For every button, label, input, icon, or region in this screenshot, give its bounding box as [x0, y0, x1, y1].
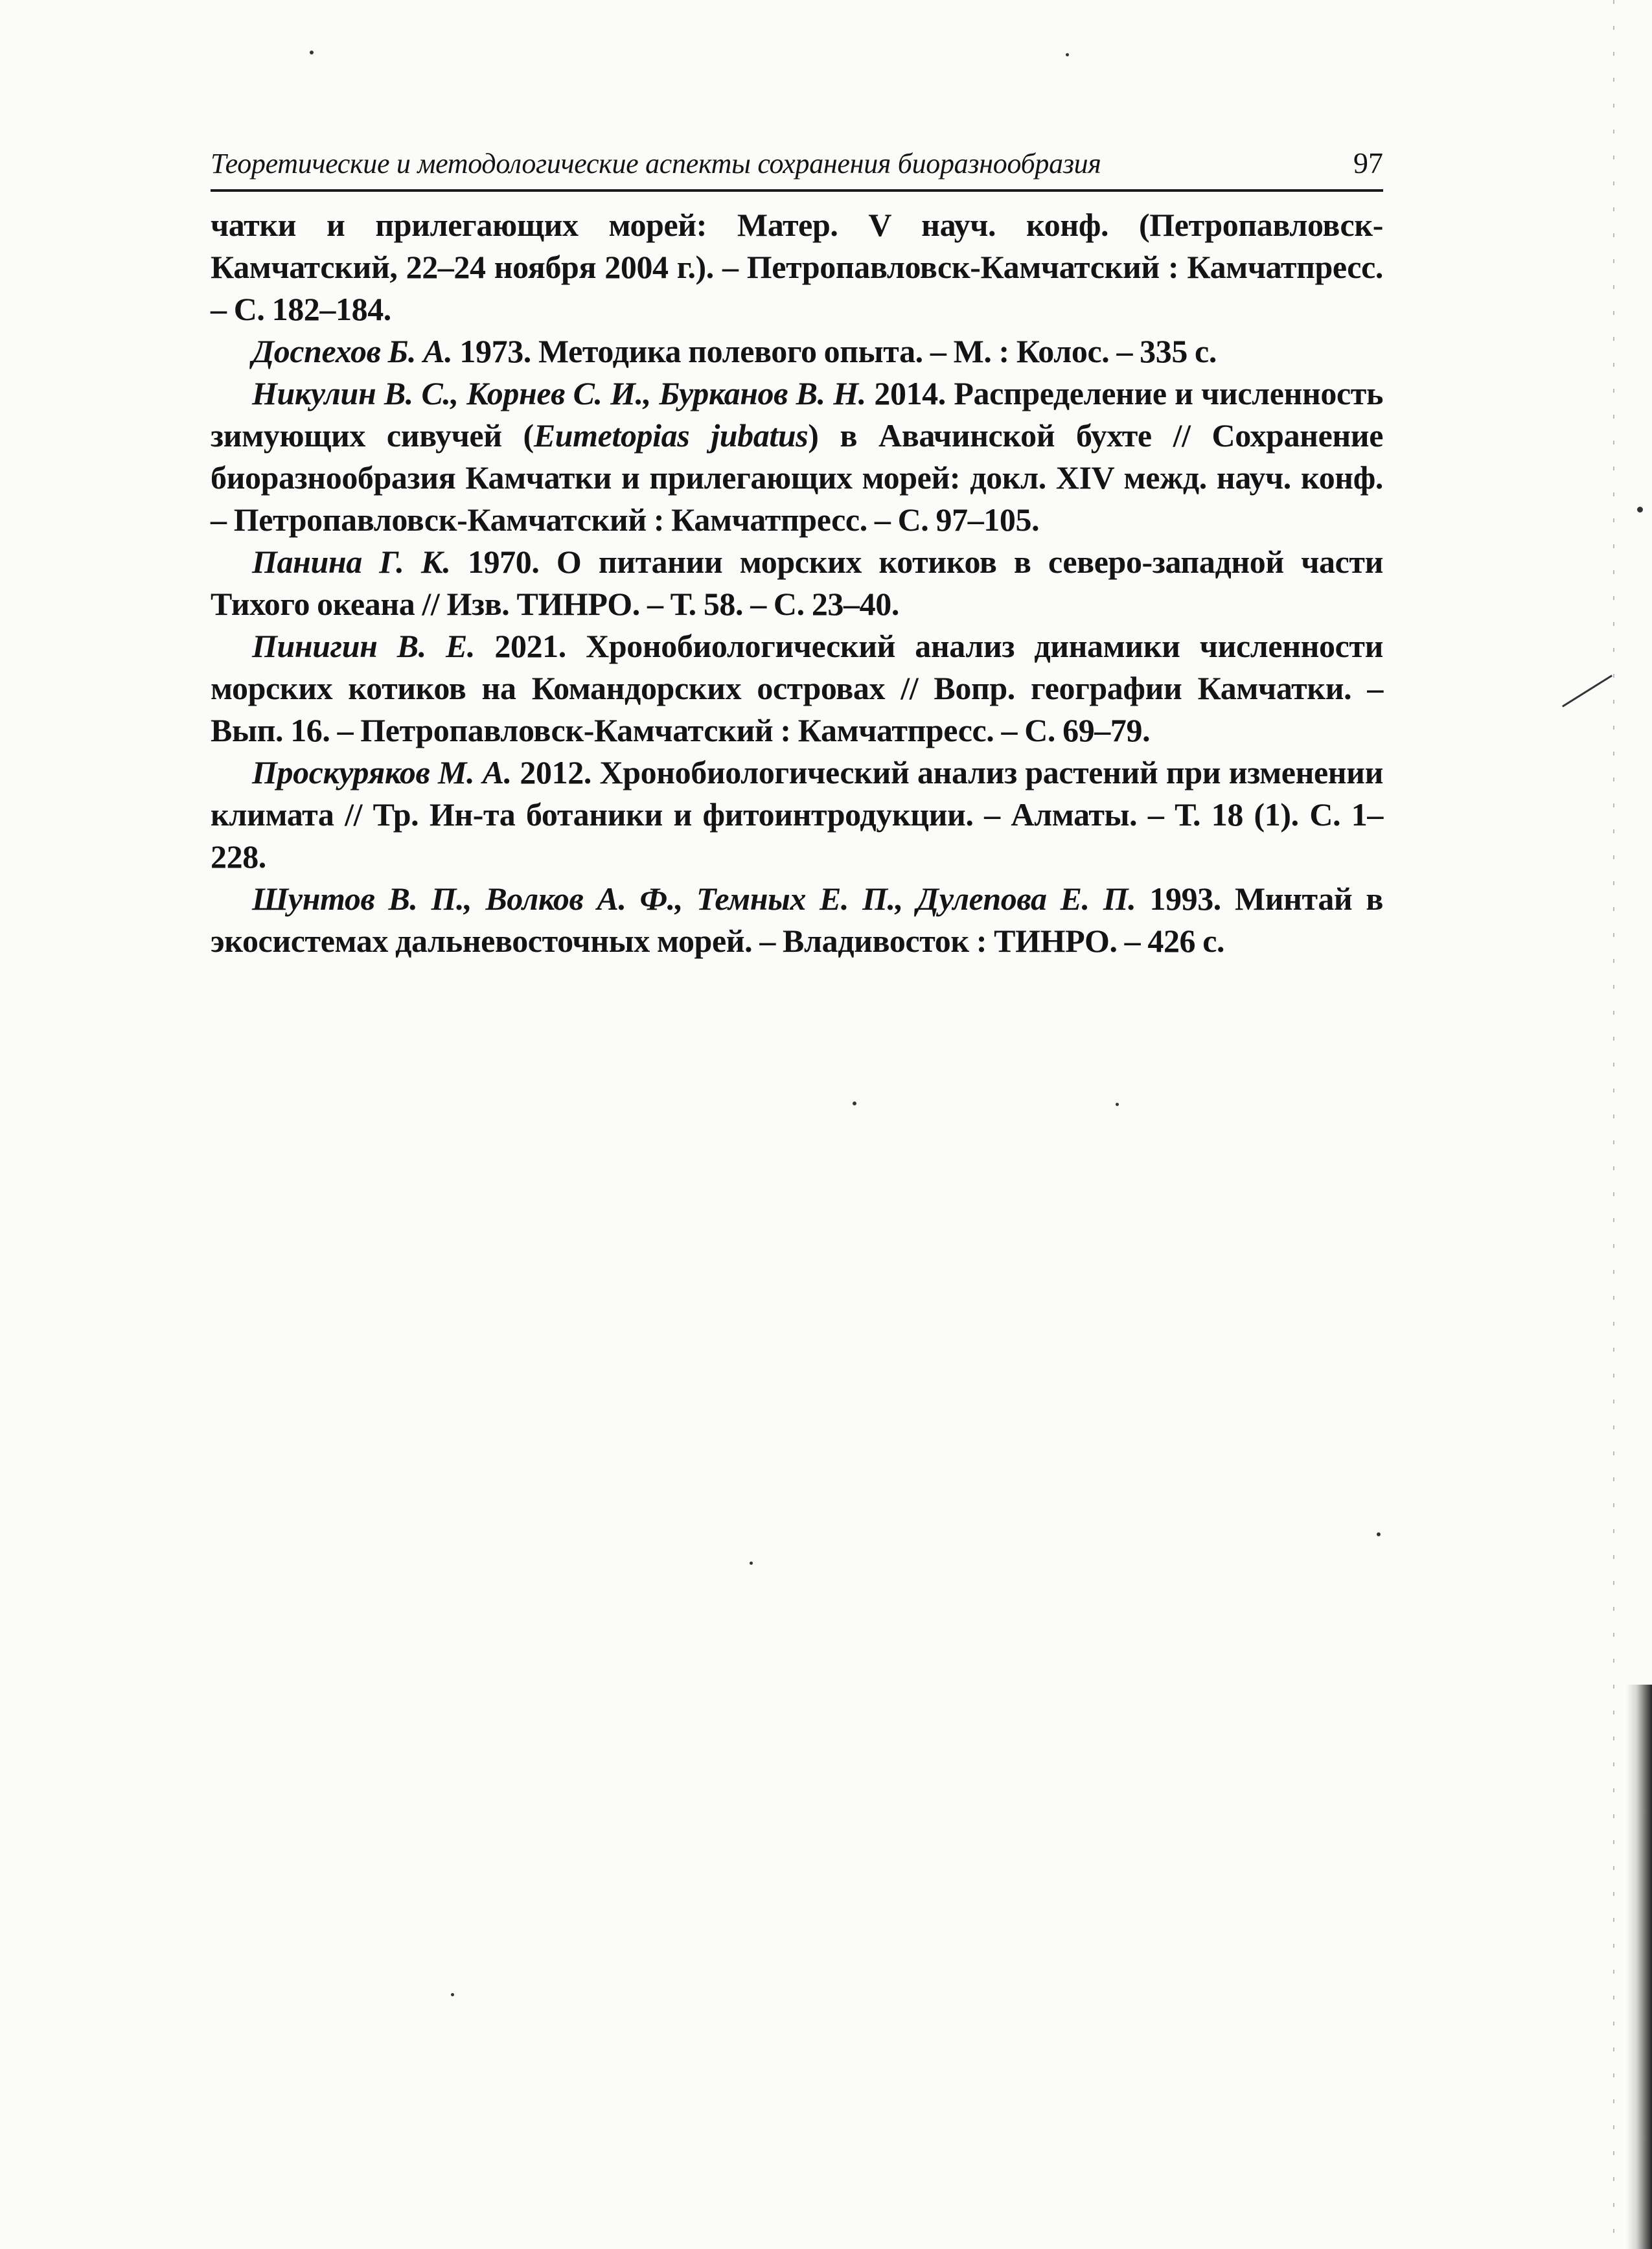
scan-speck: [853, 1101, 856, 1105]
reference-text: ) в Авачинской бухте // Сохранение биоразнообразия Камчатки и прилегающих морей: докл. XIV межд. науч. конф. – Петропавловск-Камчатский : Камчатпресс. – С. 97–105.: [211, 417, 1383, 538]
reference-authors: Пинигин В. Е.: [252, 628, 476, 664]
reference-entry: [211, 752, 1383, 878]
reference-authors: Никулин В. С., Корнев С. И., Бурканов В. Н.: [252, 375, 866, 411]
scan-stroke: [1562, 675, 1612, 707]
scan-speck: [750, 1562, 753, 1565]
reference-entry: [211, 541, 1383, 625]
reference-text: 2012. Хронобиологический анализ растений при изменении климата // Тр. Ин-та ботаники и фитоинтродукции. – Алматы. – Т. 18 (1). С. 1–228.: [211, 754, 1384, 875]
reference-text: чатки и прилегающих морей: Матер. V науч. конф. (Петропавловск-Камчатский, 22–24 ноября 2004 г.). – Петропавловск-Камчатский : Камчатпресс. – С. 182–184.: [211, 207, 1383, 327]
scan-speck: [1377, 1532, 1381, 1536]
reference-entry: [211, 373, 1383, 541]
scan-speck: [1637, 507, 1643, 513]
reference-entry: [211, 878, 1383, 962]
reference-authors: Доспехов Б. А.: [252, 333, 453, 369]
reference-text: 1970. О питании морских котиков в северо-западной части Тихого океана // Изв. ТИНРО. – Т. 58. – С. 23–40.: [211, 544, 1383, 622]
reference-authors: Шунтов В. П., Волков А. Ф., Темных Е. П., Дулепова Е. П.: [252, 881, 1136, 917]
scan-speck: [310, 51, 314, 54]
running-title: Теоретические и методологические аспекты сохранения биоразнообразия: [211, 148, 1101, 179]
running-header: [211, 144, 1383, 192]
reference-list: [211, 204, 1383, 962]
reference-entry-continued: [211, 204, 1383, 330]
reference-authors: Проскуряков М. А.: [252, 754, 512, 790]
reference-text: 1973. Методика полевого опыта. – М. : Колос. – 335 с.: [452, 333, 1217, 369]
scan-edge-line: [1613, 0, 1614, 2249]
scan-speck: [451, 1993, 454, 1996]
reference-text: 2014. Распределение и численность зимующих сивучей (: [211, 375, 1383, 454]
scan-edge-shadow: [1626, 1685, 1652, 2249]
reference-authors: Панина Г. К.: [252, 544, 451, 580]
reference-text: 1993. Минтай в экосистемах дальневосточных морей. – Владивосток : ТИНРО. – 426 с.: [211, 881, 1383, 959]
species-name: Eumetopias jubatus: [533, 417, 809, 454]
reference-text: 2021. Хронобиологический анализ динамики численности морских котиков на Командорских островах // Вопр. географии Камчатки. – Вып. 16. – Петропавловск-Камчатский : Камчатпресс. – С. 69–79.: [211, 628, 1384, 748]
scan-speck: [1116, 1103, 1119, 1106]
scan-speck: [1066, 53, 1069, 56]
page-number: 97: [1353, 146, 1383, 179]
reference-entry: [211, 330, 1383, 373]
reference-entry: [211, 625, 1383, 752]
